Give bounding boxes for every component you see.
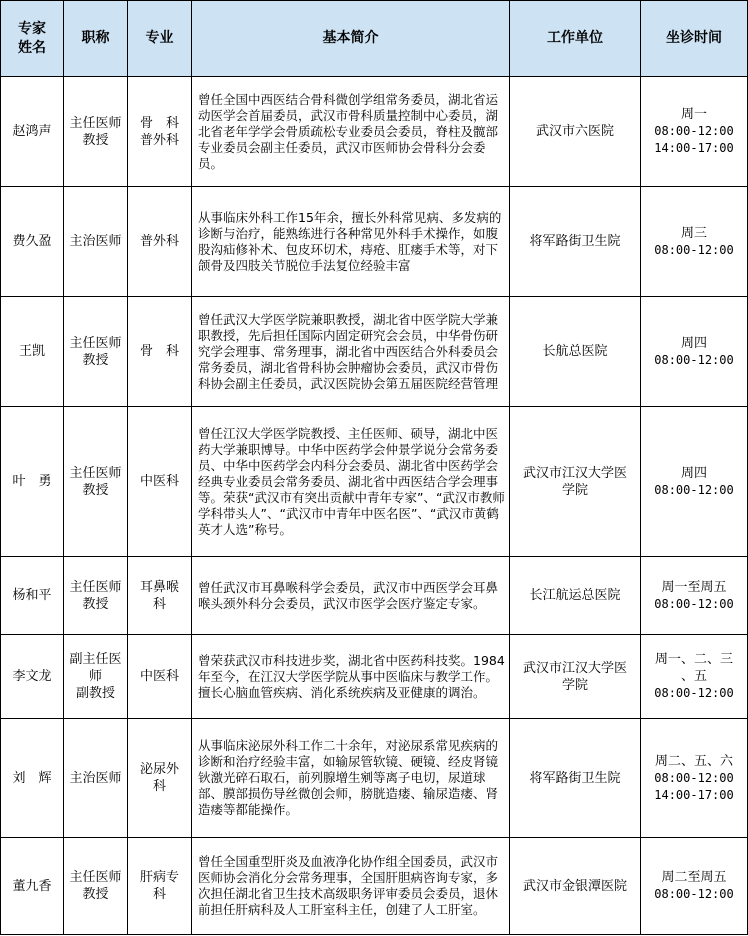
doctor-workplace: 武汉市六医院: [510, 77, 641, 187]
schedule-days: 周一至周五: [661, 579, 727, 595]
doctor-workplace: 武汉市江汉大学医 学院: [510, 407, 641, 557]
doctor-intro: 曾荣获武汉市科技进步奖，湖北省中医药科技奖。1984年至今，在江汉大学医学院从事中医临床与教学工作。擅长心脑血管疾病、消化系统疾病及亚健康的调治。: [192, 635, 510, 719]
schedule-hours: 08:00-12:00 14:00-17:00: [654, 124, 734, 155]
table-row: [1, 77, 748, 187]
schedule-hours: 08:00-12:00: [654, 482, 734, 497]
doctor-title: 主治医师: [64, 719, 128, 838]
doctor-title: 主任医师 教授: [64, 77, 128, 187]
table-row: [1, 557, 748, 635]
header-title: 职称: [64, 1, 128, 77]
table-row: [1, 297, 748, 407]
doctor-intro: 从事临床泌尿外科工作二十余年，对泌尿系常见疾病的诊断和治疗经验丰富，如输尿管软镜、硬镜、经皮肾镜钬激光碎石取石，前列腺增生剜等离子电切，尿道球部、膜部损伤导丝微创会师，膀胱造瘘、输尿造瘘、肾造瘘等都能操作。: [192, 719, 510, 838]
doctor-intro: 曾任江汉大学医学院教授、主任医师、硕导，湖北中医药大学兼职博导。中华中医药学会仲景学说分会常务委员、中华中医药学会内科分会委员、湖北省中医药学会经典专业委员会常务委员、湖北省中西医结合学会理事等。荣获“武汉市有突出贡献中青年专家”、“武汉市教师学科带头人”、“武汉市中青年中医名医”、“武汉市黄鹤英才人选”称号。: [192, 407, 510, 557]
doctor-schedule: [641, 838, 748, 935]
schedule-days: 周一: [680, 107, 707, 122]
doctor-name: 李文龙: [1, 635, 64, 719]
doctor-workplace: 将军路街卫生院: [510, 187, 641, 297]
schedule-hours: 08:00-12:00: [654, 352, 734, 367]
schedule-hours: 08:00-12:00 14:00-17:00: [654, 770, 734, 802]
schedule-hours: 08:00-12:00: [654, 887, 734, 901]
doctor-schedule: [641, 187, 748, 297]
header-schedule: 坐诊时间: [641, 1, 748, 77]
doctor-name: 王凯: [1, 297, 64, 407]
table-row: [1, 719, 748, 838]
doctor-specialty: 骨 科: [128, 297, 192, 407]
header-intro: 基本简介: [192, 1, 510, 77]
schedule-days: 周四: [680, 465, 707, 481]
doctor-workplace: 长航总医院: [510, 297, 641, 407]
table-row: [1, 635, 748, 719]
schedule-days: 周三: [680, 225, 707, 241]
doctor-intro: 曾任全国重型肝炎及血液净化协作组全国委员，武汉市医师协会消化分会常务理事，全国肝胆病咨询专家，多次担任湖北省卫生技术高级职务评审委员会委员，退休前担任肝病科及人工肝室科主任，创建了人工肝室。: [192, 838, 510, 935]
doctor-intro: 曾任武汉市耳鼻喉科学会委员，武汉市中西医学会耳鼻喉头颈外科分会委员，武汉市医学会医疗鉴定专家。: [192, 557, 510, 635]
doctor-title: 主任医师 教授: [64, 557, 128, 635]
header-workplace: 工作单位: [510, 1, 641, 77]
schedule-hours: 08:00-12:00: [654, 242, 734, 257]
doctor-specialty: 泌尿外 科: [128, 719, 192, 838]
schedule-days: 周一、二、三 、五: [654, 652, 733, 684]
schedule-days: 周二至周五: [661, 870, 727, 885]
doctor-title: 主任医师 教授: [64, 838, 128, 935]
table-row: [1, 187, 748, 297]
table-header-row: [1, 1, 748, 77]
doctor-title: 主治医师: [64, 187, 128, 297]
doctor-specialty: 中医科: [128, 635, 192, 719]
doctor-schedule: [641, 719, 748, 838]
table-row: [1, 838, 748, 935]
doctor-specialty: 普外科: [128, 187, 192, 297]
doctor-schedule: [641, 297, 748, 407]
doctor-name: 董九香: [1, 838, 64, 935]
doctor-specialty: 耳鼻喉 科: [128, 557, 192, 635]
doctor-title: 主任医师 教授: [64, 297, 128, 407]
doctor-name: 叶 勇: [1, 407, 64, 557]
doctor-intro: 曾任武汉大学医学院兼职教授，湖北省中医学院大学兼职教授，先后担任国际内固定研究会会员，中华骨伤研究学会理事、常务理事，湖北省中西医结合外科委员会常务委员，湖北省骨科协会肿瘤协会委员，武汉市骨伤科协会副主任委员，武汉医院协会第五届医院经营管理: [192, 297, 510, 407]
doctor-workplace: 长江航运总医院: [510, 557, 641, 635]
doctor-specialty: 肝病专 科: [128, 838, 192, 935]
doctor-name: 费久盈: [1, 187, 64, 297]
doctor-intro: 从事临床外科工作15年余，擅长外科常见病、多发病的诊断与治疗，能熟练进行各种常见外科手术操作，如腹股沟疝修补术、包皮环切术，痔疮、肛瘘手术等，对下颌骨及四肢关节脱位手法复位经验丰富: [192, 187, 510, 297]
doctor-name: 赵鸿声: [1, 77, 64, 187]
doctor-schedule: [641, 557, 748, 635]
doctor-specialty: 骨 科 普外科: [128, 77, 192, 187]
doctor-title: 主任医师 教授: [64, 407, 128, 557]
header-specialty: 专业: [128, 1, 192, 77]
table-row: [1, 407, 748, 557]
doctor-name: 杨和平: [1, 557, 64, 635]
schedule-hours: 08:00-12:00: [654, 596, 734, 611]
doctor-workplace: 武汉市江汉大学医 学院: [510, 635, 641, 719]
schedule-days: 周四: [680, 335, 707, 351]
header-name: 专家 姓名: [1, 1, 64, 77]
doctor-intro: 曾任全国中西医结合骨科微创学组常务委员，湖北省运动医学会首届委员，武汉市骨科质量控制中心委员，湖北省老年学学会骨质疏松专业委员会委员，脊柱及髋部专业委员会副主任委员，武汉市医师协会骨科分会委员。: [192, 77, 510, 187]
doctor-schedule: [641, 407, 748, 557]
schedule-hours: 08:00-12:00: [654, 686, 734, 700]
doctor-schedule: [641, 635, 748, 719]
doctor-title: 副主任医 师 副教授: [64, 635, 128, 719]
doctor-workplace: 将军路街卫生院: [510, 719, 641, 838]
schedule-days: 周二、五、六: [654, 753, 733, 769]
doctor-schedule: [641, 77, 748, 187]
doctor-name: 刘 辉: [1, 719, 64, 838]
doctor-specialty: 中医科: [128, 407, 192, 557]
doctor-workplace: 武汉市金银潭医院: [510, 838, 641, 935]
